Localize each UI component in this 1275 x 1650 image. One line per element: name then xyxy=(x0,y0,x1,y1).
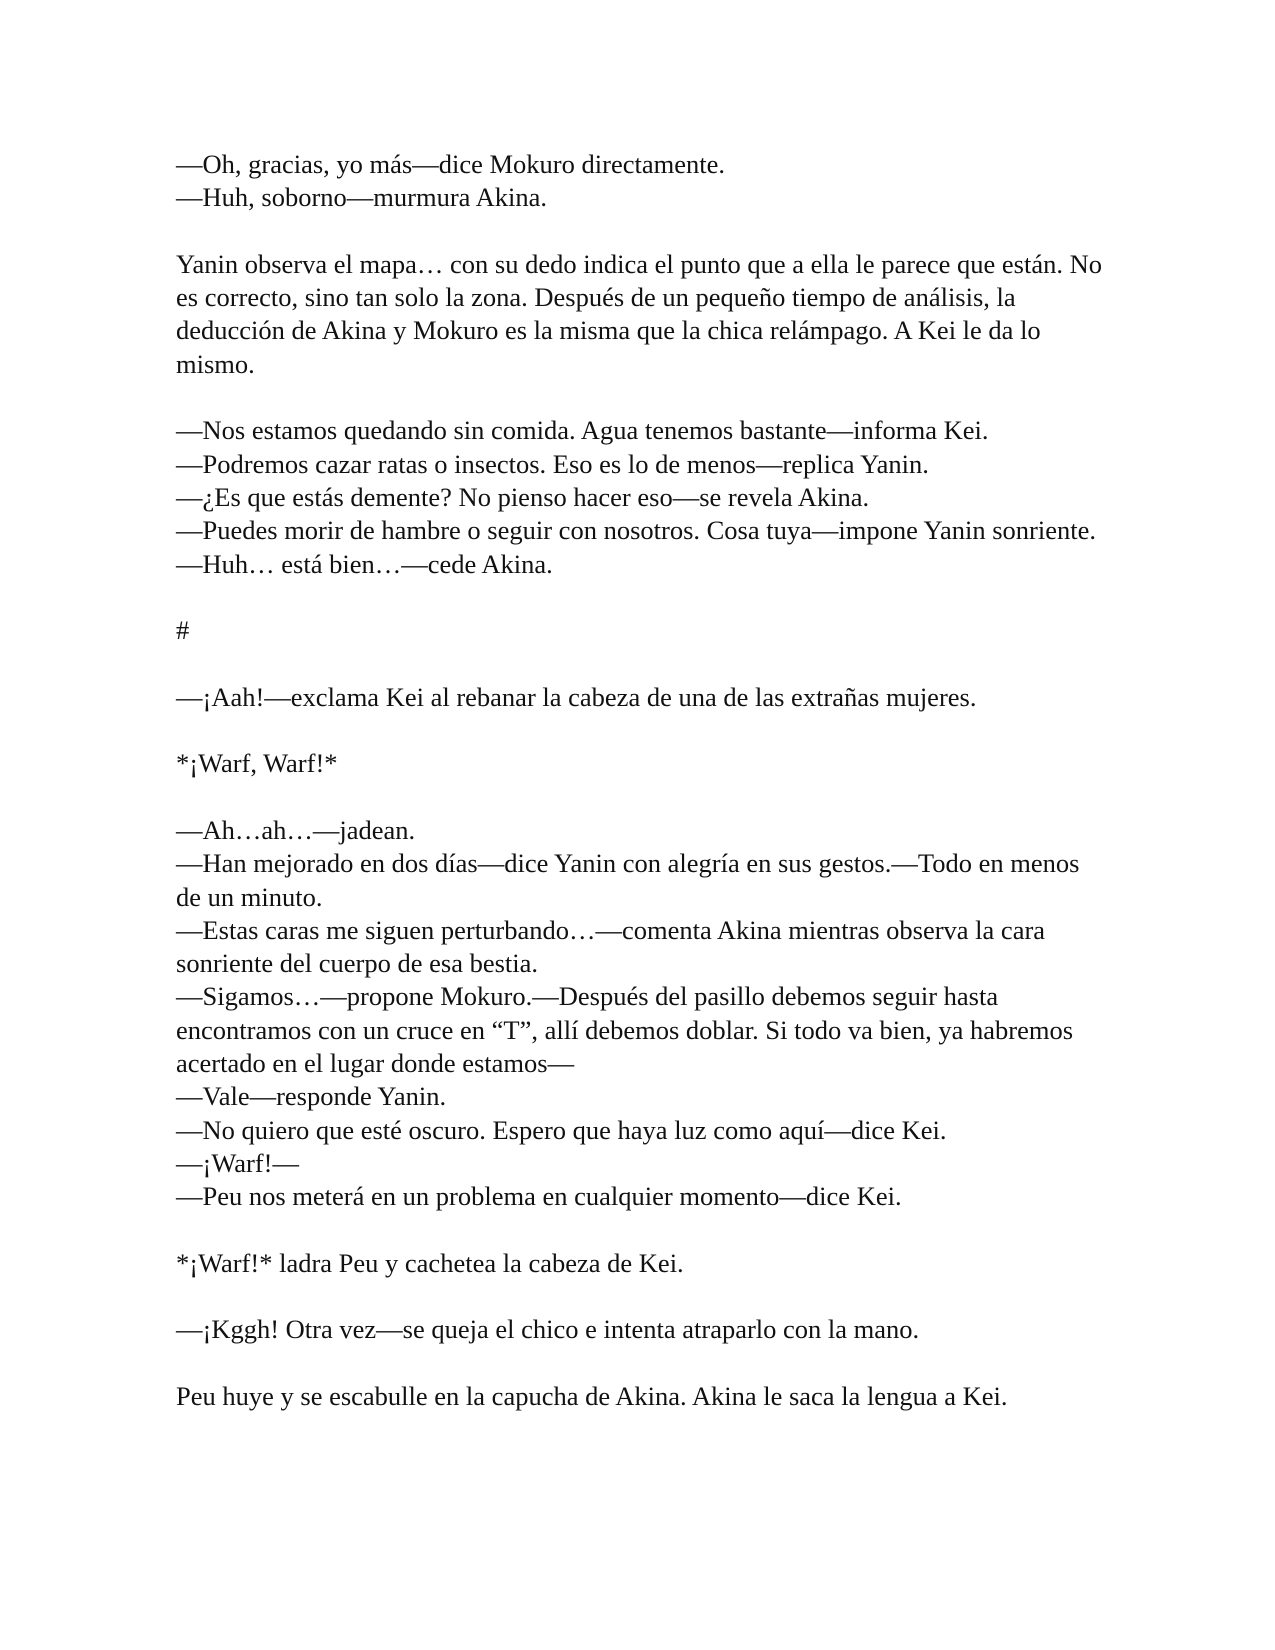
paragraph-7 xyxy=(176,814,1106,1214)
dialogue-line: —¿Es que estás demente? No pienso hacer eso—se revela Akina. xyxy=(176,481,870,512)
dialogue-line: —Podremos cazar ratas o insectos. Eso es lo de menos—replica Yanin. xyxy=(176,448,929,479)
dialogue-line: —Han mejorado en dos días—dice Yanin con alegría en sus gestos.—Todo en menos de un minuto. xyxy=(176,848,1080,912)
paragraph-gap xyxy=(176,381,1106,414)
document-page xyxy=(176,148,1106,1413)
dialogue-line: —Huh… está bien…—cede Akina. xyxy=(176,548,553,579)
paragraph-gap xyxy=(176,581,1106,614)
paragraph-6 xyxy=(176,747,1106,780)
dialogue-line: —Ah…ah…—jadean. xyxy=(176,814,416,845)
dialogue-line: —No quiero que esté oscuro. Espero que haya luz como aquí—dice Kei. xyxy=(176,1114,947,1145)
dialogue-line: —Peu nos meterá en un problema en cualquier momento—dice Kei. xyxy=(176,1181,902,1212)
paragraph-gap xyxy=(176,1214,1106,1247)
paragraph-5 xyxy=(176,681,1106,714)
narrative-text: Yanin observa el mapa… con su dedo indica el punto que a ella le parece que están. No es correcto, sino tan solo la zona. Después de un pequeño tiempo de análisis, la deducción de Akina y Mokuro es la misma que la chica relámpago. A Kei le da lo mismo. xyxy=(176,248,1102,379)
dialogue-line: —¡Warf!— xyxy=(176,1147,299,1178)
paragraph-10 xyxy=(176,1380,1106,1413)
paragraph-gap xyxy=(176,1280,1106,1313)
paragraph-gap xyxy=(176,215,1106,248)
dialogue-line: —Puedes morir de hambre o seguir con nosotros. Cosa tuya—impone Yanin sonriente. xyxy=(176,515,1097,546)
paragraph-gap xyxy=(176,1347,1106,1380)
paragraph-2 xyxy=(176,248,1106,381)
dialogue-line: —Estas caras me siguen perturbando…—comenta Akina mientras observa la cara sonriente del cuerpo de esa bestia. xyxy=(176,914,1046,979)
dialogue-line: —Sigamos…—propone Mokuro.—Después del pasillo debemos seguir hasta encontramos con un cruce en “T”, allí debemos doblar. Si todo va bien, ya habremos acertado en el lugar donde estamos— xyxy=(176,981,1074,1079)
dialogue-line: —¡Aah!—exclama Kei al rebanar la cabeza de una de las extrañas mujeres. xyxy=(176,681,977,712)
paragraph-1 xyxy=(176,148,1106,215)
sound-effect: *¡Warf, Warf!* xyxy=(176,748,338,779)
paragraph-gap xyxy=(176,647,1106,680)
paragraph-8 xyxy=(176,1247,1106,1280)
dialogue-line: —Vale—responde Yanin. xyxy=(176,1081,447,1112)
narrative-text: *¡Warf!* ladra Peu y cachetea la cabeza de Kei. xyxy=(176,1247,684,1278)
dialogue-line: —¡Kggh! Otra vez—se queja el chico e intenta atraparlo con la mano. xyxy=(176,1314,920,1345)
scene-break-marker: # xyxy=(176,615,190,646)
dialogue-line: —Nos estamos quedando sin comida. Agua tenemos bastante—informa Kei. xyxy=(176,415,989,446)
paragraph-3 xyxy=(176,414,1106,580)
narrative-text: Peu huye y se escabulle en la capucha de Akina. Akina le saca la lengua a Kei. xyxy=(176,1380,1008,1411)
paragraph-gap xyxy=(176,714,1106,747)
scene-break xyxy=(176,614,1106,647)
paragraph-9 xyxy=(176,1313,1106,1346)
paragraph-gap xyxy=(176,781,1106,814)
dialogue-line: —Huh, soborno—murmura Akina. xyxy=(176,182,547,213)
dialogue-line: —Oh, gracias, yo más—dice Mokuro directamente. xyxy=(176,149,725,179)
